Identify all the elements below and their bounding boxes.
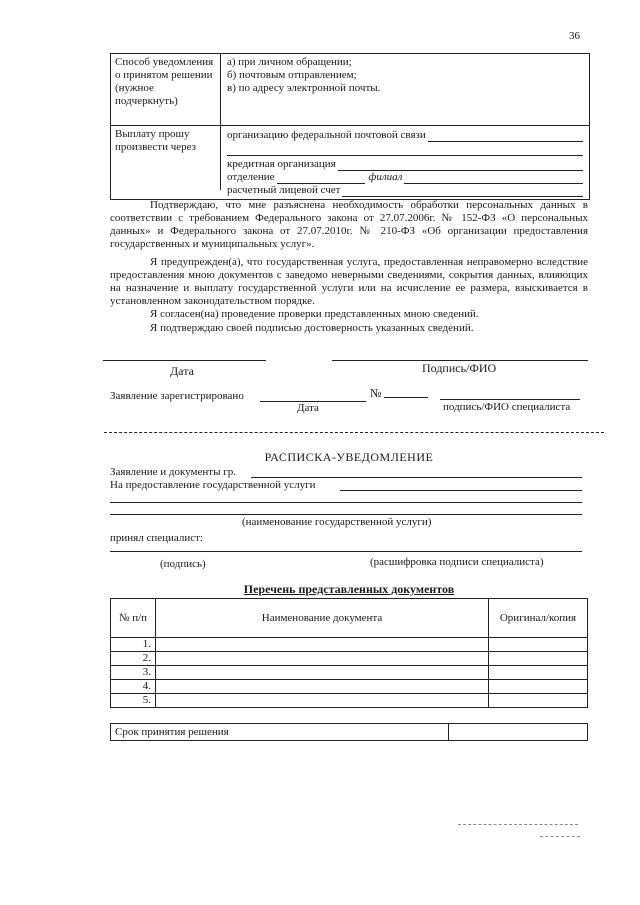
notification-option-in-person[interactable]: а) при личном обращении;: [227, 56, 352, 68]
scan-mark: [458, 824, 578, 825]
document-name-cell[interactable]: [156, 694, 489, 708]
docs-from-label: Заявление и документы гр.: [110, 466, 236, 478]
row-number: 3.: [111, 666, 156, 680]
cut-line: [104, 432, 604, 433]
table-row[interactable]: [111, 666, 588, 680]
service-line-1[interactable]: [340, 490, 582, 491]
decision-term-label: Срок принятия решения: [111, 724, 449, 741]
consent-paragraph-1: Подтверждаю, что мне разъяснена необходимость обработки персональных данных в соответствии с требованием Федерального закона от 27.07.2006г. № 152-ФЗ «О персональных данных» и Федерального закона от 27.07.2010г. № 210-ФЗ «Об организации предоставления государственных и муниципальных услуг».: [110, 199, 588, 250]
row-number: 4.: [111, 680, 156, 694]
row-number: 1.: [111, 638, 156, 652]
notification-method-row: [111, 54, 589, 125]
documents-table-header: [111, 599, 588, 638]
docs-list-title: Перечень представленных документов: [243, 582, 455, 596]
credit-organization-field[interactable]: кредитная организация: [227, 158, 583, 171]
notification-method-label: Способ уведомления о принятом решении (нужное подчеркнуть): [111, 54, 221, 125]
service-for-label: На предоставление государственной услуги: [110, 479, 316, 491]
original-copy-cell[interactable]: [489, 652, 588, 666]
payment-method-row: [111, 125, 589, 199]
application-options-table: [110, 53, 590, 200]
receipt-title: РАСПИСКА-УВЕДОМЛЕНИЕ: [264, 450, 434, 464]
accepted-by-label: принял специалист:: [110, 532, 203, 544]
document-name-cell[interactable]: [156, 680, 489, 694]
date-line[interactable]: [103, 360, 266, 361]
registration-date-caption: Дата: [297, 402, 319, 414]
postal-organization-field[interactable]: организацию федеральной почтовой связи: [227, 129, 583, 142]
service-name-caption: (наименование государственной услуги): [242, 516, 432, 528]
service-line-2[interactable]: [110, 502, 582, 503]
document-name-cell[interactable]: [156, 638, 489, 652]
original-copy-cell[interactable]: [489, 694, 588, 708]
document-name-cell[interactable]: [156, 666, 489, 680]
payment-method-label: Выплату прошу произвести через: [111, 126, 221, 190]
consent-paragraph-2: Я предупрежден(а), что государственная услуга, предоставленная неправомерно вследствие предоставления мною документов с заведомо неверными сведениями, сокрытия данных, влияющих на назначение и выплату государственной услуги или на исчисление ее размера, взыскивается в установленном законодательством порядке.: [110, 256, 588, 307]
header-original-copy: Оригинал/копия: [489, 599, 588, 638]
registration-number-line[interactable]: [384, 397, 428, 398]
specialist-signature-line[interactable]: [440, 399, 580, 400]
consent-paragraph-3: Я согласен(на) проведение проверки представленных мною сведений.: [150, 308, 479, 320]
header-document-name: Наименование документа: [156, 599, 489, 638]
registered-label: Заявление зарегистрировано: [110, 390, 244, 402]
decode-caption: (расшифровка подписи специалиста): [370, 556, 544, 568]
header-number: № п/п: [111, 599, 156, 638]
specialist-signature-caption: подпись/ФИО специалиста: [443, 401, 571, 413]
signature-caption: Подпись/ФИО: [422, 361, 497, 375]
page-number: 36: [569, 30, 580, 42]
number-sign: №: [370, 386, 382, 400]
date-caption: Дата: [170, 364, 194, 378]
postal-organization-line[interactable]: [227, 142, 583, 156]
row-number: 5.: [111, 694, 156, 708]
applicant-name-line[interactable]: [251, 477, 582, 478]
table-row[interactable]: [111, 652, 588, 666]
branch-fields[interactable]: отделение филиал: [227, 171, 583, 184]
original-copy-cell[interactable]: [489, 638, 588, 652]
row-number: 2.: [111, 652, 156, 666]
original-copy-cell[interactable]: [489, 680, 588, 694]
decision-term-value[interactable]: [449, 724, 588, 741]
table-row[interactable]: [111, 680, 588, 694]
document-name-cell[interactable]: [156, 652, 489, 666]
service-line-3[interactable]: [110, 514, 582, 515]
specialist-line[interactable]: [110, 551, 582, 552]
scan-mark: [540, 836, 580, 837]
table-row[interactable]: [111, 694, 588, 708]
account-field[interactable]: расчетный лицевой счет: [227, 184, 583, 197]
table-row[interactable]: [111, 638, 588, 652]
original-copy-cell[interactable]: [489, 666, 588, 680]
notification-option-email[interactable]: в) по адресу электронной почты.: [227, 82, 381, 94]
notification-option-post[interactable]: б) почтовым отправлением;: [227, 69, 357, 81]
documents-table: [110, 598, 588, 708]
consent-paragraph-4: Я подтверждаю своей подписью достоверность указанных сведений.: [150, 322, 474, 334]
decision-term-table: [110, 723, 588, 741]
sign-caption: (подпись): [160, 558, 206, 570]
